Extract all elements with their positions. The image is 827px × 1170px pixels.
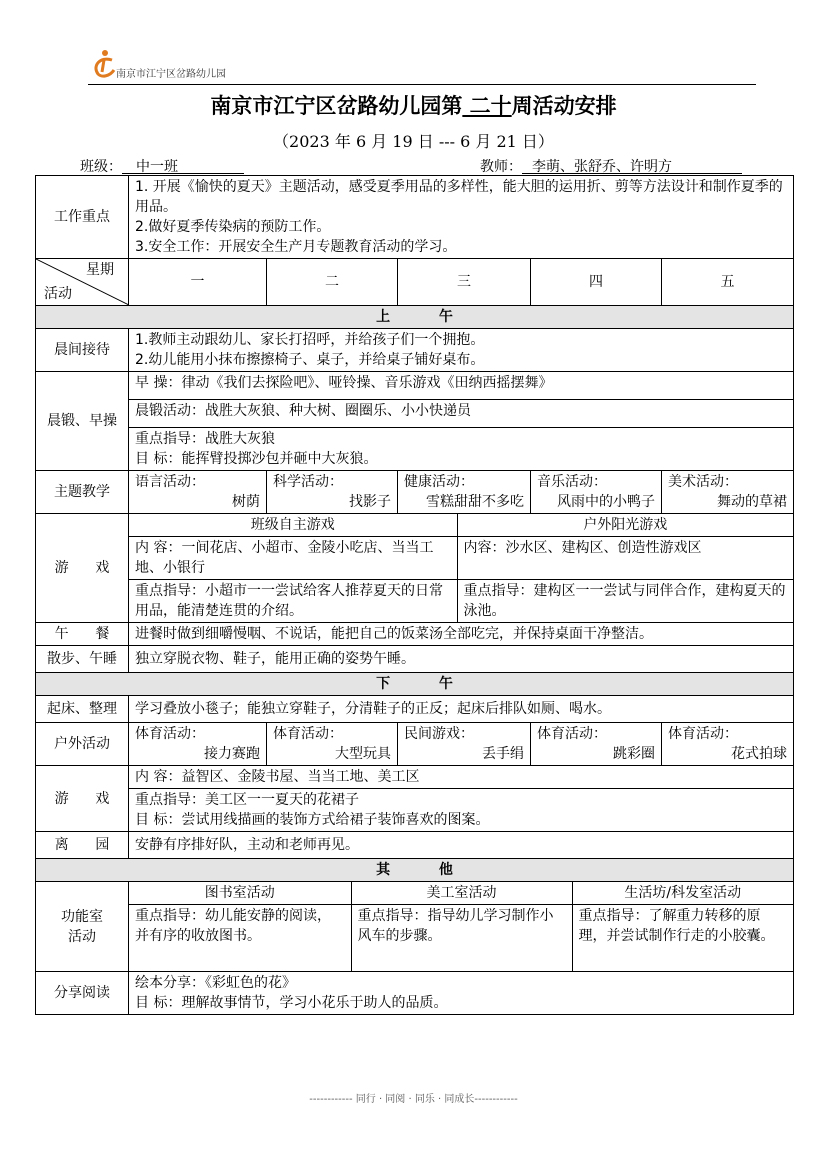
function-rooms-label-line: 活动 bbox=[68, 928, 96, 945]
wake-content: 学习叠放小毯子；能独立穿鞋子，分清鞋子的正反；起床后排队如厕、喝水。 bbox=[129, 696, 794, 723]
reading-label: 分享阅读 bbox=[36, 972, 129, 1015]
teacher-label: 教师： bbox=[480, 159, 522, 175]
afternoon-games-guide-block bbox=[129, 789, 793, 831]
class-label: 班级： bbox=[80, 159, 122, 175]
theme-cell bbox=[531, 471, 662, 514]
weekday-cell: 四 bbox=[531, 259, 662, 306]
weekday-cell: 二 bbox=[267, 259, 398, 306]
outdoor-cell bbox=[398, 723, 531, 766]
outdoor-activity: 大型玩具 bbox=[335, 746, 391, 762]
outdoor-row bbox=[36, 723, 794, 766]
morning-exercise-line: 早 操：律动《我们去探险吧》、哑铃操、音乐游戏《田纳西摇摆舞》 bbox=[129, 372, 793, 400]
reception-label: 晨间接待 bbox=[36, 329, 129, 372]
outdoor-category: 体育活动： bbox=[135, 726, 205, 742]
nap-content: 独立穿脱衣物、鞋子，能用正确的姿势午睡。 bbox=[129, 646, 794, 673]
title-week: 二十 bbox=[462, 94, 512, 118]
section-morning: 上 午 bbox=[36, 306, 794, 329]
room-guide: 重点指导：指导幼儿学习制作小风车的步骤。 bbox=[351, 905, 572, 972]
theme-activity: 雪糕甜甜不多吃 bbox=[426, 494, 524, 510]
wake-row bbox=[36, 696, 794, 723]
room-heading: 图书室活动 bbox=[129, 882, 351, 905]
exercise-label: 晨锻、早操 bbox=[36, 372, 129, 471]
theme-cell bbox=[129, 471, 267, 514]
section-other: 其 他 bbox=[36, 859, 794, 882]
exercise-guide: 重点指导：战胜大灰狼 bbox=[135, 431, 275, 447]
outdoor-activity: 接力赛跑 bbox=[204, 746, 260, 762]
class-games-guide: 重点指导：小超市一一尝试给客人推荐夏天的日常用品，能清楚连贯的介绍。 bbox=[129, 580, 457, 623]
exercise-row bbox=[36, 372, 794, 471]
class-info bbox=[80, 156, 244, 176]
theme-activity: 风雨中的小鸭子 bbox=[557, 494, 655, 510]
reading-row bbox=[36, 972, 794, 1015]
outdoor-games-guide: 重点指导：建构区一一尝试与同伴合作，建构夏天的泳池。 bbox=[457, 580, 793, 623]
exercise-content bbox=[129, 372, 794, 471]
leave-content: 安静有序排好队，主动和老师再见。 bbox=[129, 832, 794, 859]
afternoon-games-guide: 重点指导：美工区一一夏天的花裙子 bbox=[135, 792, 359, 808]
exercise-goal: 目 标：能挥臂投掷沙包并砸中大灰狼。 bbox=[135, 451, 378, 467]
focus-label: 工作重点 bbox=[36, 176, 129, 259]
date-range: （2023 年 6 月 19 日 --- 6 月 21 日） bbox=[273, 132, 554, 151]
weekday-corner-cell bbox=[36, 259, 129, 306]
outdoor-category: 体育活动： bbox=[537, 726, 607, 742]
afternoon-games-areas: 内 容：益智区、金陵书屋、当当工地、美工区 bbox=[129, 766, 793, 789]
theme-label: 主题教学 bbox=[36, 471, 129, 514]
outdoor-games-heading: 户外阳光游戏 bbox=[583, 517, 668, 533]
focus-line: 1. 开展《愉快的夏天》主题活动，感受夏季用品的多样性，能大胆的运用折、剪等方法设计和制作夏季的用品。 bbox=[135, 179, 783, 215]
afternoon-games-goal: 目 标：尝试用线描画的装饰方式给裙子装饰喜欢的图案。 bbox=[135, 812, 490, 828]
class-value: 中一班 bbox=[122, 156, 244, 174]
outdoor-activity: 丢手绢 bbox=[482, 746, 524, 762]
outdoor-cell bbox=[267, 723, 398, 766]
focus-row bbox=[36, 176, 794, 259]
lunch-label: 午 餐 bbox=[36, 623, 129, 646]
room-heading: 生活坊/科发室活动 bbox=[624, 885, 742, 901]
theme-category: 音乐活动： bbox=[537, 474, 607, 490]
reception-line: 1.教师主动跟幼儿、家长打招呼，并给孩子们一个拥抱。 bbox=[135, 332, 485, 348]
letterhead-school-name: 南京市江宁区岔路幼儿园 bbox=[116, 69, 226, 80]
theme-activity: 找影子 bbox=[349, 494, 391, 510]
teacher-info bbox=[480, 156, 742, 176]
class-games-content: 内 容：一间花店、小超市、金陵小吃店、当当工地、小银行 bbox=[129, 537, 457, 580]
weekday-cell: 五 bbox=[662, 259, 794, 306]
afternoon-games-label: 游 戏 bbox=[36, 766, 129, 832]
morning-games-content bbox=[129, 514, 794, 623]
schedule-table bbox=[35, 175, 794, 1015]
reception-line: 2.幼儿能用小抹布擦擦椅子、桌子，并给桌子铺好桌布。 bbox=[135, 352, 485, 368]
nap-row bbox=[36, 646, 794, 673]
theme-category: 美术活动： bbox=[668, 474, 738, 490]
outdoor-cell bbox=[129, 723, 267, 766]
nap-label: 散步、午睡 bbox=[36, 646, 129, 673]
letterhead bbox=[88, 46, 756, 85]
corner-label-weekday: 星期 bbox=[86, 262, 114, 278]
function-rooms-row bbox=[36, 882, 794, 972]
reading-content bbox=[129, 972, 794, 1015]
focus-line: 3.安全工作：开展安全生产月专题教育活动的学习。 bbox=[135, 239, 457, 255]
outdoor-label: 户外活动 bbox=[36, 723, 129, 766]
function-rooms-content bbox=[129, 882, 794, 972]
morning-games-label: 游 戏 bbox=[36, 514, 129, 623]
footer-motto: ------------ 同行 · 同阅 · 同乐 · 同成长------------ bbox=[309, 1094, 518, 1105]
lunch-row bbox=[36, 623, 794, 646]
theme-category: 科学活动： bbox=[273, 474, 343, 490]
morning-training-line: 晨锻活动：战胜大灰狼、种大树、圈圈乐、小小快递员 bbox=[129, 400, 793, 428]
corner-label-activity: 活动 bbox=[44, 286, 72, 302]
theme-cell bbox=[267, 471, 398, 514]
theme-activity: 树荫 bbox=[232, 494, 260, 510]
weekday-cell: 一 bbox=[129, 259, 267, 306]
outdoor-cell bbox=[531, 723, 662, 766]
reading-book: 绘本分享：《彩虹色的花》 bbox=[135, 975, 296, 991]
outdoor-activity: 花式拍球 bbox=[731, 746, 787, 762]
outdoor-category: 民间游戏： bbox=[404, 726, 474, 742]
wake-label: 起床、整理 bbox=[36, 696, 129, 723]
weekday-cell: 三 bbox=[398, 259, 531, 306]
morning-games-row bbox=[36, 514, 794, 623]
theme-row bbox=[36, 471, 794, 514]
leave-label: 离 园 bbox=[36, 832, 129, 859]
theme-category: 健康活动： bbox=[404, 474, 474, 490]
title-suffix: 周活动安排 bbox=[511, 94, 617, 118]
class-games-heading: 班级自主游戏 bbox=[129, 514, 457, 537]
theme-activity: 舞动的草裙 bbox=[717, 494, 787, 510]
section-afternoon: 下 午 bbox=[36, 673, 794, 696]
focus-content bbox=[129, 176, 794, 259]
lunch-content: 进餐时做到细嚼慢咽、不说话，能把自己的饭菜汤全部吃完，并保持桌面干净整洁。 bbox=[129, 623, 794, 646]
outdoor-cell bbox=[662, 723, 794, 766]
reception-row bbox=[36, 329, 794, 372]
room-guide: 重点指导：了解重力转移的原理，并尝试制作行走的小胶囊。 bbox=[572, 905, 793, 972]
theme-cell bbox=[398, 471, 531, 514]
focus-line: 2.做好夏季传染病的预防工作。 bbox=[135, 219, 331, 235]
teacher-value: 李萌、张舒乔、许明方 bbox=[522, 156, 742, 174]
outdoor-category: 体育活动： bbox=[273, 726, 343, 742]
function-rooms-label-line: 功能室 bbox=[61, 908, 103, 925]
outdoor-activity: 跳彩圈 bbox=[613, 746, 655, 762]
afternoon-games-row bbox=[36, 766, 794, 832]
room-guide: 重点指导：幼儿能安静的阅读，并有序的收放图书。 bbox=[129, 905, 351, 972]
reception-content bbox=[129, 329, 794, 372]
theme-category: 语言活动： bbox=[135, 474, 205, 490]
weekday-header-row bbox=[36, 259, 794, 306]
exercise-guide-block bbox=[129, 428, 793, 470]
room-heading: 美工室活动 bbox=[351, 882, 572, 905]
school-logo-icon bbox=[90, 48, 118, 78]
outdoor-games-content: 内容：沙水区、建构区、创造性游戏区 bbox=[457, 537, 793, 580]
page-title bbox=[0, 90, 827, 120]
title-prefix: 南京市江宁区岔路幼儿园第 bbox=[210, 94, 463, 118]
afternoon-games-content bbox=[129, 766, 794, 832]
outdoor-category: 体育活动： bbox=[668, 726, 738, 742]
leave-row bbox=[36, 832, 794, 859]
reading-goal: 目 标：理解故事情节，学习小花乐于助人的品质。 bbox=[135, 995, 448, 1011]
function-rooms-label bbox=[36, 882, 129, 972]
theme-cell bbox=[662, 471, 794, 514]
